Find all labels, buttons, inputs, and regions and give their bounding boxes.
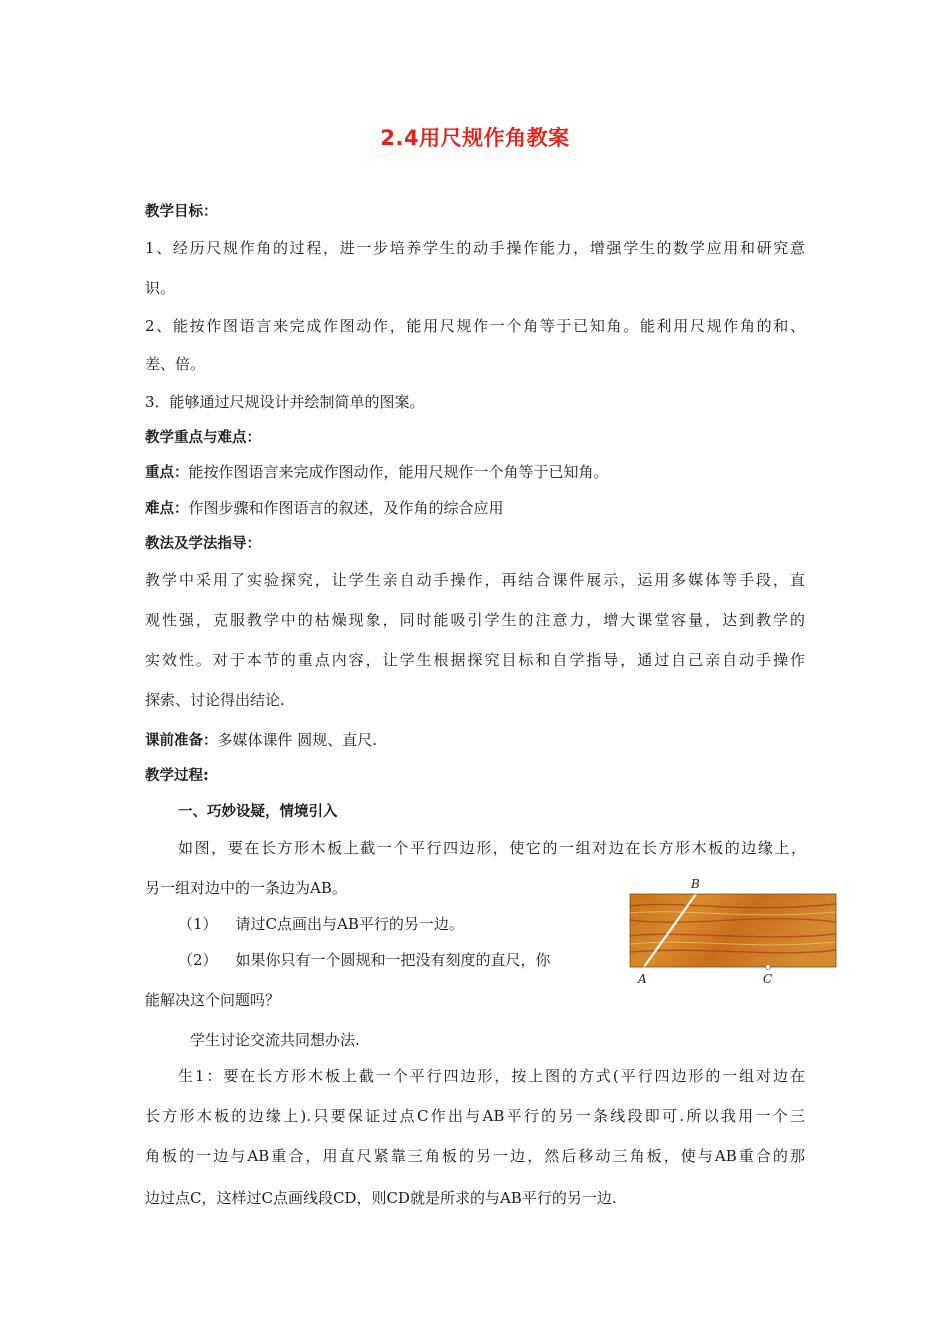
objective-2-line-2: 差、倍。	[145, 355, 206, 373]
method-line-3: 实效性。对于本节的重点内容，让学生根据探究目标和自学指导，通过自己亲自动手操作	[145, 651, 805, 669]
prep-line	[145, 730, 377, 751]
page-title: 2.4用尺规作角教案	[380, 126, 570, 150]
question-2	[178, 950, 551, 970]
prep-text: 多媒体课件 圆规、直尺.	[217, 731, 378, 749]
method-line-2: 观性强，克服教学中的枯燥现象，同时能吸引学生的注意力，增大课堂容量，达到教学的	[145, 611, 805, 629]
key-point-line	[145, 462, 609, 483]
question-1	[178, 914, 464, 934]
prep-label: 课前准备：	[145, 733, 218, 749]
key-point-label: 重点：	[145, 465, 189, 481]
key-points-heading: 教学重点与难点：	[145, 430, 261, 446]
objective-2-line-1: 2、能按作图语言来完成作图动作，能用尺规作一个角等于已知角。能利用尺规作角的和、	[145, 317, 805, 335]
objectives-heading: 教学目标：	[145, 204, 218, 220]
difficulty-line	[145, 498, 504, 519]
label-a: A	[638, 972, 647, 986]
label-c: C	[763, 972, 773, 986]
student-1-line-3: 角板的一边与AB重合，用直尺紧靠三角板的另一边，然后移动三角板，使与AB重合的那	[145, 1147, 805, 1165]
question-2-continued: 能解决这个问题吗？	[145, 991, 281, 1009]
method-line-1: 教学中采用了实验探究，让学生亲自动手操作，再结合课件展示，运用多媒体等手段，直	[145, 571, 805, 589]
question-2-number: （2）	[178, 951, 218, 969]
method-heading: 教法及学法指导：	[145, 536, 261, 552]
difficulty-text: 作图步骤和作图语言的叙述，及作角的综合应用	[188, 499, 504, 517]
student-1-line-2: 长方形木板的边缘上).只要保证过点C作出与AB平行的另一条线段即可.所以我用一个三	[145, 1107, 805, 1125]
question-1-text: 请过C点画出与AB平行的另一边。	[235, 915, 464, 933]
wooden-board-figure	[624, 876, 838, 990]
objective-1-line-2: 识。	[145, 279, 176, 297]
section-1-heading: 一、巧妙设疑，情境引入	[178, 804, 338, 820]
wooden-board-svg	[624, 876, 838, 990]
objective-1-line-1: 1、经历尺规作角的过程，进一步培养学生的动手操作能力，增强学生的数学应用和研究意	[145, 239, 805, 257]
question-1-number: （1）	[178, 915, 218, 933]
student-1-line-4: 边过点C，这样过C点画线段CD，则CD就是所求的与AB平行的另一边.	[145, 1189, 617, 1207]
point-c	[766, 965, 771, 970]
student-1-line-1: 生1：要在长方形木板上截一个平行四边形，按上图的方式(平行四边形的一组对边在	[178, 1067, 805, 1085]
method-line-4: 探索、讨论得出结论.	[145, 691, 285, 709]
difficulty-label: 难点：	[145, 501, 189, 517]
process-heading: 教学过程:	[145, 768, 209, 784]
question-2-text: 如果你只有一个圆规和一把没有刻度的直尺，你	[235, 951, 551, 969]
intro-line-2: 另一组对边中的一条边为AB。	[145, 879, 347, 897]
objective-3: 3．能够通过尺规设计并绘制简单的图案。	[145, 393, 425, 411]
key-point-text: 能按作图语言来完成作图动作，能用尺规作一个角等于已知角。	[188, 463, 609, 481]
discussion-line: 学生讨论交流共同想办法.	[190, 1031, 360, 1049]
label-b: B	[691, 877, 700, 891]
intro-line-1: 如图，要在长方形木板上截一个平行四边形，使它的一组对边在长方形木板的边缘上，	[178, 839, 806, 857]
